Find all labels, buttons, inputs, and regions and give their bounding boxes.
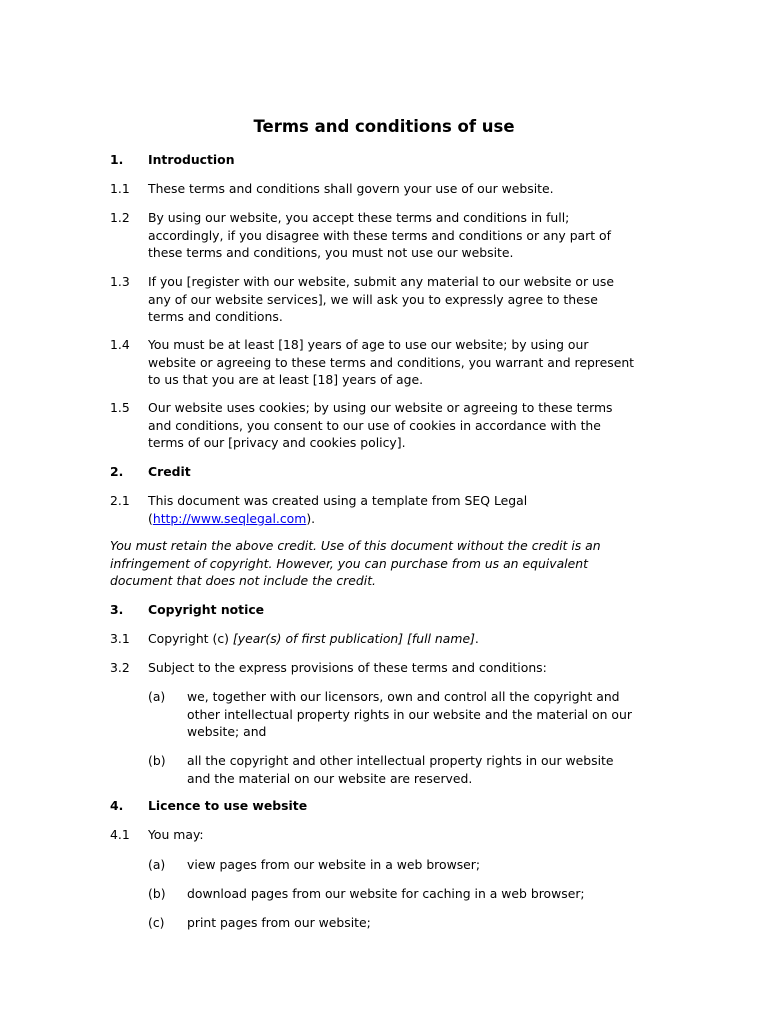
copyright-prefix: Copyright (c) [148,631,233,646]
clause-line: and conditions, you consent to our use of cookies in accordance with the [148,417,601,433]
clause-number: 1.4 [110,337,130,352]
paren-open: ( [148,510,153,526]
clause-text [148,492,670,527]
clause-text [148,273,670,326]
subclause-text [187,688,668,741]
clause-text: Subject to the express provisions of these terms and conditions: [148,660,547,675]
note-line: You must retain the above credit. Use of this document without the credit is an [110,538,601,553]
clause-number: 2.1 [110,493,130,508]
clause-line: these terms and conditions, you must not use our website. [148,245,514,260]
subclause-line: other intellectual property rights in our website and the material on our [187,706,632,722]
clause-line: website or agreeing to these terms and conditions, you warrant and represent [148,354,635,370]
clause-text [148,209,670,262]
clause-line: terms and conditions. [148,309,283,324]
clause-number: 1.3 [110,274,130,289]
clause-line: Our website uses cookies; by using our website or agreeing to these terms [148,400,613,415]
clause-line: to us that you are at least [18] years of age. [148,372,424,387]
clause-text [148,630,670,648]
clause-line: You must be at least [18] years of age to use our website; by using our [148,337,589,352]
subclause-line: and the material on our website are reserved. [187,770,473,786]
clause-line: This document was created using a template from SEQ Legal [148,493,528,508]
section-title: Licence to use website [148,798,308,813]
clause-text [148,399,670,452]
clause-text: These terms and conditions shall govern your use of our website. [148,181,554,196]
clause-line: accordingly, if you disagree with these terms and conditions or any part of [148,227,611,243]
clause-line: terms of our [privacy and cookies policy]. [148,435,406,450]
section-number: 4. [110,798,124,813]
clause-number: 3.2 [110,660,130,675]
clause-number: 1.5 [110,400,130,415]
clause-line: any of our website services], we will ask you to expressly agree to these [148,291,598,307]
subclause-text: view pages from our website in a web browser; [187,857,481,872]
note-line: infringement of copyright. However, you can purchase from us an equivalent [110,555,588,571]
clause-line [148,510,670,528]
section-title: Introduction [148,152,235,167]
section-number: 3. [110,602,124,617]
subclause-number: (b) [148,886,166,901]
subclause-number: (c) [148,915,165,930]
subclause-line: we, together with our licensors, own and control all the copyright and [187,689,620,704]
seqlegal-link[interactable]: http://www.seqlegal.com [152,510,307,526]
clause-text [148,336,670,389]
clause-number: 3.1 [110,631,130,646]
subclause-text [187,752,668,787]
section-title: Copyright notice [148,602,265,617]
clause-line: If you [register with our website, submit any material to our website or use [148,274,614,289]
subclause-text: download pages from our website for caching in a web browser; [187,886,585,901]
subclause-text: print pages from our website; [187,915,371,930]
clause-text: You may: [148,827,204,842]
document-title: Terms and conditions of use [253,117,515,136]
section-title: Credit [148,464,191,479]
clause-number: 1.1 [110,181,130,196]
section-number: 1. [110,152,124,167]
clause-number: 1.2 [110,210,130,225]
section-number: 2. [110,464,124,479]
copyright-placeholder: [year(s) of first publication] [full name] [232,631,475,646]
clause-number: 4.1 [110,827,130,842]
copyright-suffix: . [474,631,479,646]
note-line: document that does not include the credit. [110,573,376,588]
subclause-line: website; and [187,724,267,739]
credit-note [110,537,640,590]
clause-line: By using our website, you accept these terms and conditions in full; [148,210,570,225]
paren-close: ). [306,510,316,526]
subclause-number: (a) [148,689,166,704]
subclause-number: (a) [148,857,166,872]
subclause-number: (b) [148,753,166,768]
subclause-line: all the copyright and other intellectual property rights in our website [187,753,614,768]
